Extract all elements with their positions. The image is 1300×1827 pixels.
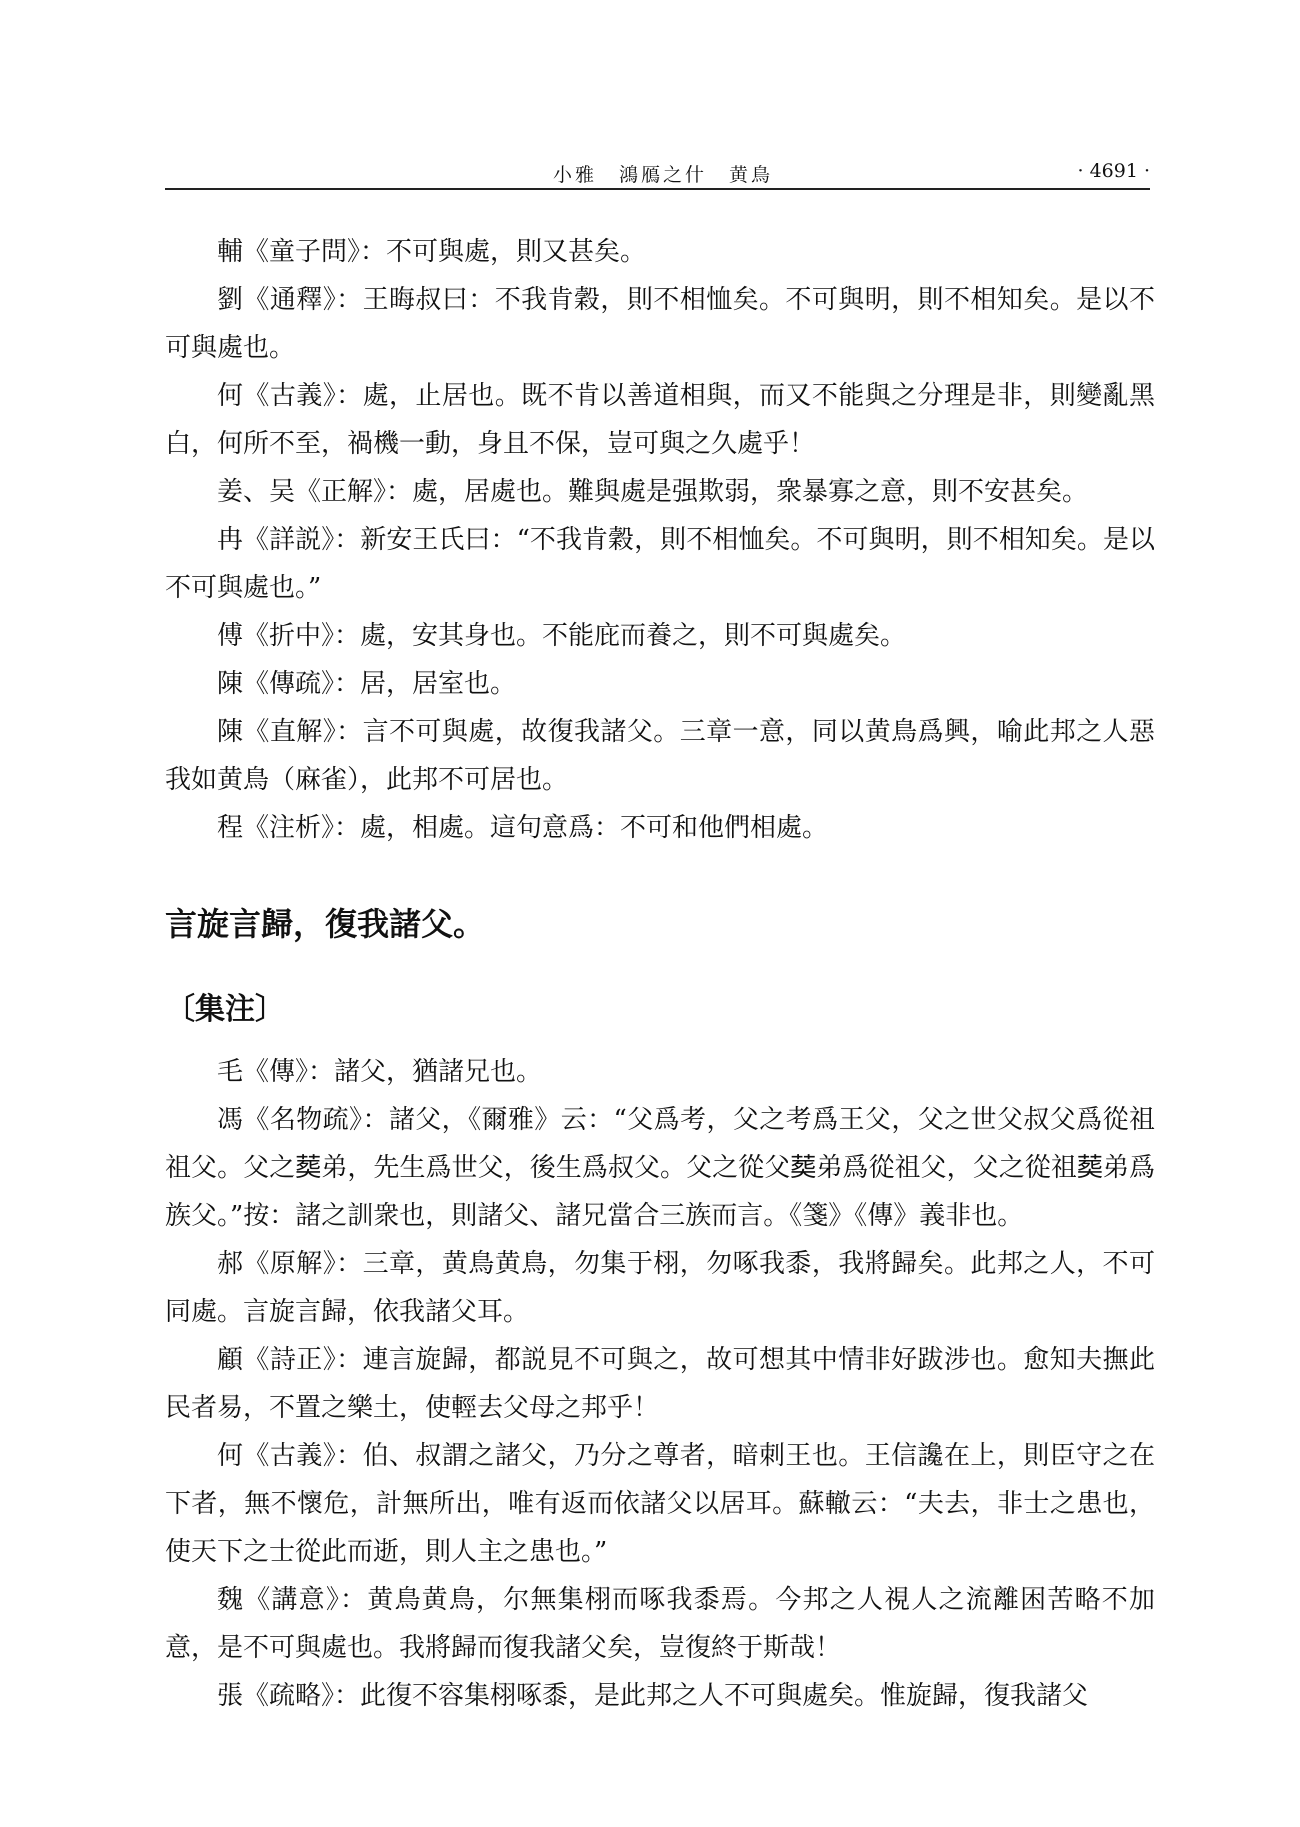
annotation-paragraph: 毛《傳》：諸父，猶諸兄也。: [217, 1057, 543, 1087]
commentary-paragraph: 冉《詳説》：新安王氏曰：“不我肯穀，則不相恤矣。不可與明，則不相知矣。是以不可與處也。”: [165, 525, 1155, 603]
running-header: [165, 148, 1150, 190]
commentary-paragraph: 傅《折中》：處，安其身也。不能庇而養之，則不可與處矣。: [217, 621, 907, 651]
annotation-paragraph: 何《古義》：伯、叔謂之諸父，乃分之尊者，暗刺王也。王信讒在上，則臣守之在下者，無不懷危，計無所出，唯有返而依諸父以居耳。蘇轍云：“夫去，非士之患也，使天下之士從此而逝，則人主之患也。”: [165, 1441, 1155, 1567]
commentary-paragraph: 姜、吴《正解》：處，居處也。難與處是强欺弱，衆暴寡之意，則不安甚矣。: [217, 477, 1089, 507]
body-text: [165, 228, 1155, 1720]
commentary-paragraph: 陳《直解》：言不可與處，故復我諸父。三章一意，同以黄鳥爲興，喻此邦之人惡我如黄鳥（麻雀），此邦不可居也。: [165, 717, 1155, 795]
page-number: · 4691 ·: [1077, 160, 1150, 182]
commentary-paragraph: 輔《童子問》：不可與處，則又甚矣。: [217, 237, 647, 267]
poem-line: 言旋言歸，復我諸父。: [165, 905, 486, 943]
header-title: 小雅 鴻鴈之什 黄鳥: [553, 164, 774, 186]
annotation-paragraph: 顧《詩正》：連言旋歸，都説見不可與之，故可想其中情非好跋涉也。愈知夫撫此民者易，不置之樂土，使輕去父母之邦乎！: [165, 1345, 1155, 1423]
commentary-paragraph: 何《古義》：處，止居也。既不肯以善道相與，而又不能與之分理是非，則變亂黑白，何所不至，禍機一動，身且不保，豈可與之久處乎！: [165, 381, 1155, 459]
annotation-paragraph: 魏《講意》：黄鳥黄鳥，尔無集栩而啄我黍焉。今邦之人視人之流離困苦略不加意，是不可與處也。我將歸而復我諸父矣，豈復終于斯哉！: [165, 1585, 1155, 1663]
section-heading: 〔集注〕: [165, 992, 285, 1027]
annotation-paragraph: 馮《名物疏》：諸父，《爾雅》云：“父爲考，父之考爲王父，父之世父叔父爲從祖祖父。父之𦵏弟，先生爲世父，後生爲叔父。父之從父𦵏弟爲從祖父，父之從祖𦵏弟爲族父。”按：諸之訓衆也，則諸父、諸兄當合三族而言。《箋》《傳》義非也。: [165, 1105, 1155, 1231]
annotation-paragraph: 郝《原解》：三章，黄鳥黄鳥，勿集于栩，勿啄我黍，我將歸矣。此邦之人，不可同處。言旋言歸，依我諸父耳。: [165, 1249, 1155, 1327]
commentary-paragraph: 程《注析》：處，相處。這句意爲：不可和他們相處。: [217, 813, 829, 843]
commentary-paragraph: 劉《通釋》：王晦叔曰：不我肯穀，則不相恤矣。不可與明，則不相知矣。是以不可與處也。: [165, 285, 1155, 363]
commentary-paragraph: 陳《傳疏》：居，居室也。: [217, 669, 517, 699]
annotation-paragraph: 張《疏略》：此復不容集栩啄黍，是此邦之人不可與處矣。惟旋歸，復我諸父: [217, 1681, 1089, 1711]
